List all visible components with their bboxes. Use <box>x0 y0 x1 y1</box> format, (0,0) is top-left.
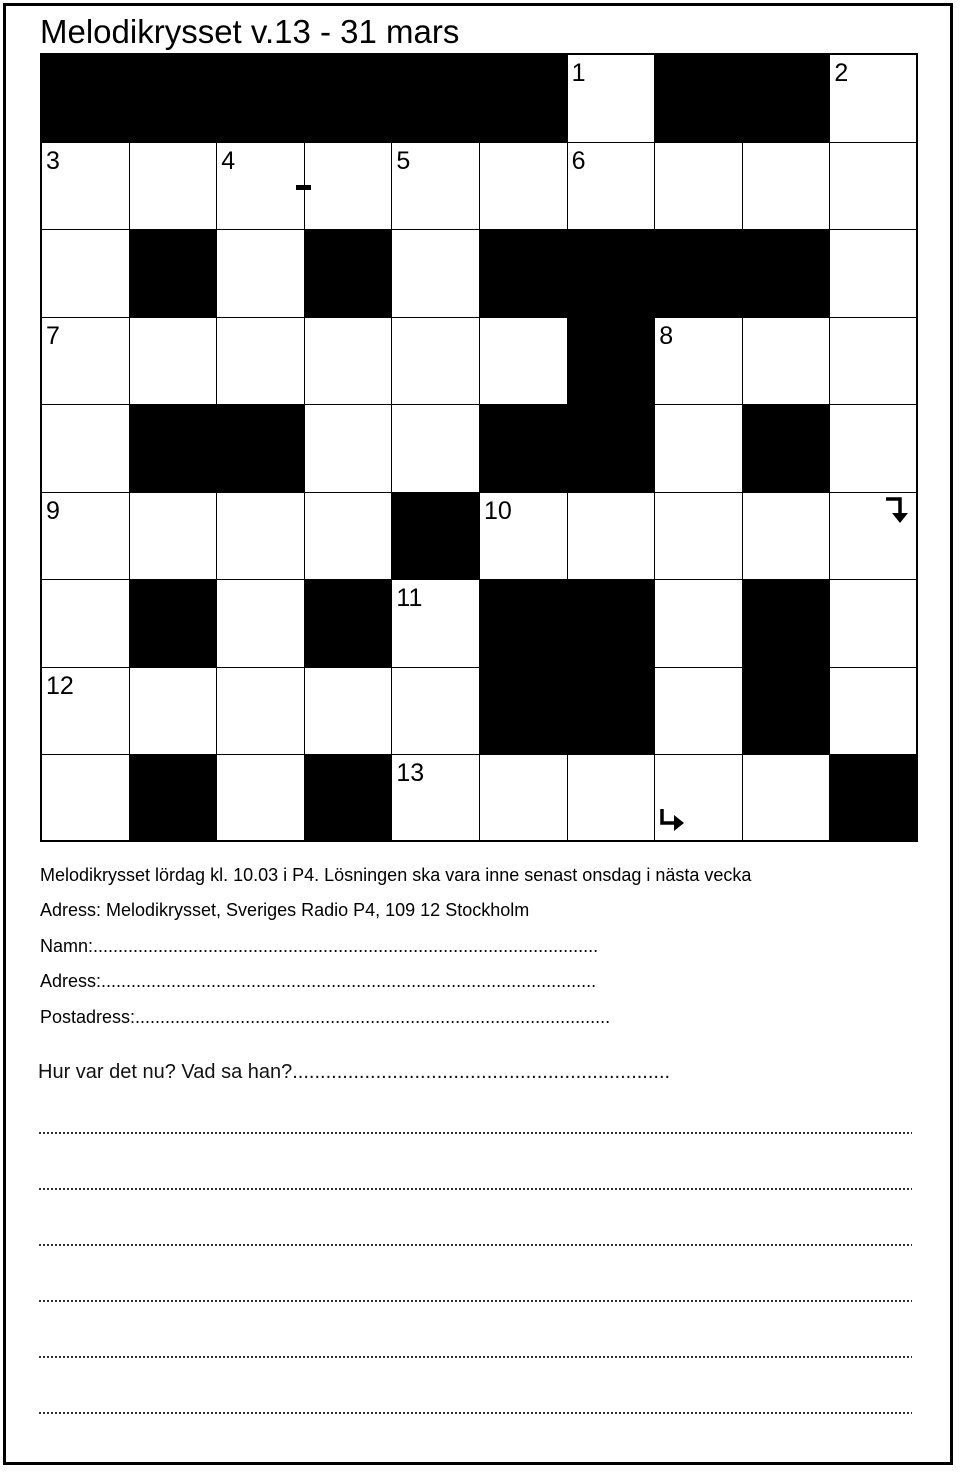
blocked-cell <box>480 405 568 493</box>
grid-cell[interactable] <box>830 143 918 231</box>
grid-cell[interactable] <box>568 493 656 581</box>
arrow-down-icon <box>884 495 914 525</box>
grid-cell[interactable] <box>480 318 568 406</box>
grid-cell[interactable] <box>655 143 743 231</box>
grid-cell[interactable] <box>130 668 218 756</box>
grid-cell[interactable] <box>305 668 393 756</box>
grid-cell[interactable] <box>305 493 393 581</box>
grid-cell[interactable] <box>305 143 393 231</box>
blocked-cell <box>743 55 831 143</box>
blocked-cell <box>568 318 656 406</box>
grid-cell[interactable] <box>217 668 305 756</box>
grid-cell[interactable] <box>42 755 130 842</box>
postal-address-field[interactable]: Postadress:............................................................................................... <box>40 1007 611 1027</box>
grid-cell[interactable] <box>217 755 305 842</box>
grid-cell[interactable] <box>42 668 130 756</box>
blocked-cell <box>568 405 656 493</box>
crossword-grid <box>40 53 918 842</box>
grid-cell[interactable] <box>743 493 831 581</box>
clue-number: 11 <box>396 584 423 612</box>
grid-cell[interactable] <box>655 668 743 756</box>
blocked-cell <box>830 755 918 842</box>
grid-cell[interactable] <box>480 143 568 231</box>
blocked-cell <box>130 55 218 143</box>
grid-cell[interactable] <box>130 493 218 581</box>
clue-number: 7 <box>46 321 60 350</box>
grid-cell[interactable] <box>42 405 130 493</box>
blocked-cell <box>305 755 393 842</box>
blocked-cell <box>655 55 743 143</box>
answer-line[interactable] <box>38 1244 912 1246</box>
clue-number: 4 <box>221 146 236 175</box>
clue-number: 13 <box>396 759 425 787</box>
grid-cell[interactable] <box>480 755 568 842</box>
clue-number: 1 <box>571 59 586 87</box>
hyphen-mark <box>296 185 311 190</box>
answer-line[interactable] <box>38 1412 912 1414</box>
broadcast-info: Melodikrysset lördag kl. 10.03 i P4. Lösningen ska vara inne senast onsdag i nästa vecka <box>40 865 752 885</box>
grid-cell[interactable] <box>830 230 918 318</box>
blocked-cell <box>480 668 568 756</box>
grid-cell[interactable] <box>655 493 743 581</box>
blocked-cell <box>480 580 568 668</box>
blocked-cell <box>568 580 656 668</box>
answer-line[interactable] <box>38 1132 912 1134</box>
grid-cell[interactable] <box>655 318 743 406</box>
blocked-cell <box>217 405 305 493</box>
blocked-cell <box>130 580 218 668</box>
answer-line[interactable] <box>38 1356 912 1358</box>
name-field[interactable]: Namn:..................................................................................................... <box>40 936 599 956</box>
grid-cell[interactable] <box>480 493 568 581</box>
grid-cell[interactable] <box>42 580 130 668</box>
grid-cell[interactable] <box>830 580 918 668</box>
grid-cell[interactable] <box>830 55 918 143</box>
grid-cell[interactable] <box>392 405 480 493</box>
blocked-cell <box>305 55 393 143</box>
blocked-cell <box>743 230 831 318</box>
blocked-cell <box>480 230 568 318</box>
blocked-cell <box>130 755 218 842</box>
grid-cell[interactable] <box>830 405 918 493</box>
mailing-address: Adress: Melodikrysset, Sveriges Radio P4, 109 12 Stockholm <box>40 900 530 920</box>
grid-cell[interactable] <box>42 143 130 231</box>
blocked-cell <box>392 55 480 143</box>
grid-cell[interactable] <box>42 230 130 318</box>
address-field[interactable]: Adress:................................................................................................... <box>40 971 597 991</box>
grid-cell[interactable] <box>392 668 480 756</box>
grid-cell[interactable] <box>392 143 480 231</box>
blocked-cell <box>305 580 393 668</box>
grid-cell[interactable] <box>392 580 480 668</box>
grid-cell[interactable] <box>830 318 918 406</box>
grid-cell[interactable] <box>743 143 831 231</box>
grid-cell[interactable] <box>392 318 480 406</box>
grid-cell[interactable] <box>130 318 218 406</box>
arrow-right-icon <box>656 807 686 837</box>
blocked-cell <box>480 55 568 143</box>
grid-cell[interactable] <box>830 668 918 756</box>
grid-cell[interactable] <box>392 755 480 842</box>
clue-number: 3 <box>46 146 60 175</box>
grid-cell[interactable] <box>568 143 656 231</box>
grid-cell[interactable] <box>305 318 393 406</box>
blocked-cell <box>42 55 130 143</box>
grid-cell[interactable] <box>217 143 305 231</box>
grid-cell[interactable] <box>568 755 656 842</box>
clue-number: 2 <box>834 59 849 87</box>
blocked-cell <box>130 230 218 318</box>
blocked-cell <box>305 230 393 318</box>
grid-cell[interactable] <box>305 405 393 493</box>
grid-cell[interactable] <box>42 493 130 581</box>
blocked-cell <box>130 405 218 493</box>
grid-cell[interactable] <box>568 55 656 143</box>
clue-number: 9 <box>46 496 60 525</box>
grid-cell[interactable] <box>655 580 743 668</box>
grid-cell[interactable] <box>217 318 305 406</box>
grid-cell[interactable] <box>42 318 130 406</box>
clue-number: 10 <box>484 496 512 525</box>
grid-cell[interactable] <box>392 230 480 318</box>
blocked-cell <box>743 668 831 756</box>
grid-cell[interactable] <box>217 230 305 318</box>
blocked-cell <box>568 230 656 318</box>
clue-number: 6 <box>571 146 586 175</box>
blocked-cell <box>743 405 831 493</box>
grid-cell[interactable] <box>217 580 305 668</box>
clue-number: 8 <box>659 321 674 350</box>
clue-number: 12 <box>46 671 74 700</box>
blocked-cell <box>743 580 831 668</box>
grid-cell[interactable] <box>217 493 305 581</box>
blocked-cell <box>217 55 305 143</box>
clue-number: 5 <box>396 146 411 175</box>
grid-cell[interactable] <box>743 318 831 406</box>
grid-cell[interactable] <box>743 755 831 842</box>
blocked-cell <box>392 493 480 581</box>
question-prompt: Hur var det nu? Vad sa han?.................................................................... <box>38 1061 671 1083</box>
blocked-cell <box>568 668 656 756</box>
answer-line[interactable] <box>38 1300 912 1302</box>
grid-cell[interactable] <box>130 143 218 231</box>
blocked-cell <box>655 230 743 318</box>
grid-cell[interactable] <box>655 405 743 493</box>
answer-line[interactable] <box>38 1188 912 1190</box>
page-title: Melodikrysset v.13 - 31 mars <box>40 13 460 50</box>
